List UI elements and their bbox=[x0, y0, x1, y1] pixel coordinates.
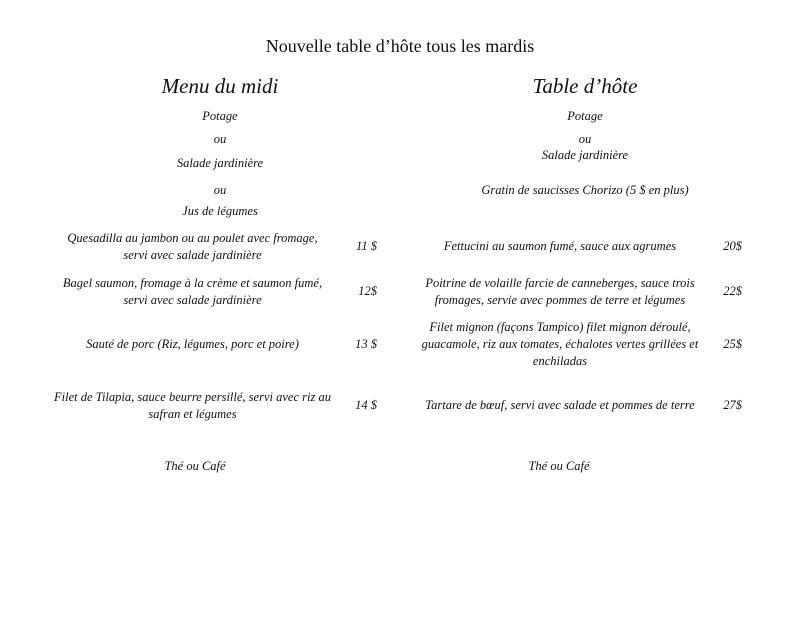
hote-price-2: 22$ bbox=[723, 284, 742, 298]
midi-price-1: 11 $ bbox=[356, 239, 377, 253]
midi-juice: Jus de légumes bbox=[182, 204, 258, 218]
midi-drink: Thé ou Café bbox=[164, 459, 226, 473]
midi-price-3: 13 $ bbox=[355, 337, 377, 351]
midi-title: Menu du midi bbox=[161, 74, 279, 98]
hote-dish-1: Fettucini au saumon fumé, sauce aux agrumes bbox=[443, 239, 677, 253]
midi-dish-4: Filet de Tilapia, sauce beurre persillé, servi avec riz au safran et légumes bbox=[54, 390, 331, 421]
midi-soup: Potage bbox=[202, 109, 238, 123]
hote-title: Table d’hôte bbox=[532, 74, 638, 98]
page-title: Nouvelle table d’hôte tous les mardis bbox=[265, 36, 535, 56]
hote-dish-3: Filet mignon (façons Tampico) filet mignon déroulé, guacamole, riz aux tomates, échalotes vertes grillées et enchiladas bbox=[421, 320, 699, 368]
hote-drink: Thé ou Café bbox=[528, 459, 590, 473]
midi-or-2: ou bbox=[213, 183, 227, 197]
hote-salad: Salade jardinière bbox=[541, 148, 629, 162]
hote-dish-2: Poitrine de volaille farcie de canneberges, sauce trois fromages, servie avec pommes de terre et légumes bbox=[425, 276, 695, 307]
midi-dish-3: Sauté de porc (Riz, légumes, porc et poire) bbox=[86, 337, 299, 351]
midi-price-4: 14 $ bbox=[355, 398, 377, 412]
midi-price-2: 12$ bbox=[358, 284, 377, 298]
midi-dish-2: Bagel saumon, fromage à la crème et saumon fumé, servi avec salade jardinière bbox=[62, 276, 323, 307]
midi-dish-1: Quesadilla au jambon ou au poulet avec fromage, servi avec salade jardinière bbox=[67, 231, 318, 262]
hote-price-4: 27$ bbox=[723, 398, 742, 412]
midi-salad: Salade jardinière bbox=[176, 156, 264, 170]
hote-soup: Potage bbox=[567, 109, 603, 123]
hote-price-1: 20$ bbox=[723, 239, 742, 253]
hote-dish-4: Tartare de bœuf, servi avec salade et pommes de terre bbox=[425, 398, 695, 412]
hote-gratin: Gratin de saucisses Chorizo (5 $ en plus) bbox=[481, 183, 689, 197]
hote-price-3: 25$ bbox=[723, 337, 742, 351]
hote-or-1: ou bbox=[578, 132, 592, 146]
midi-or-1: ou bbox=[213, 132, 227, 146]
